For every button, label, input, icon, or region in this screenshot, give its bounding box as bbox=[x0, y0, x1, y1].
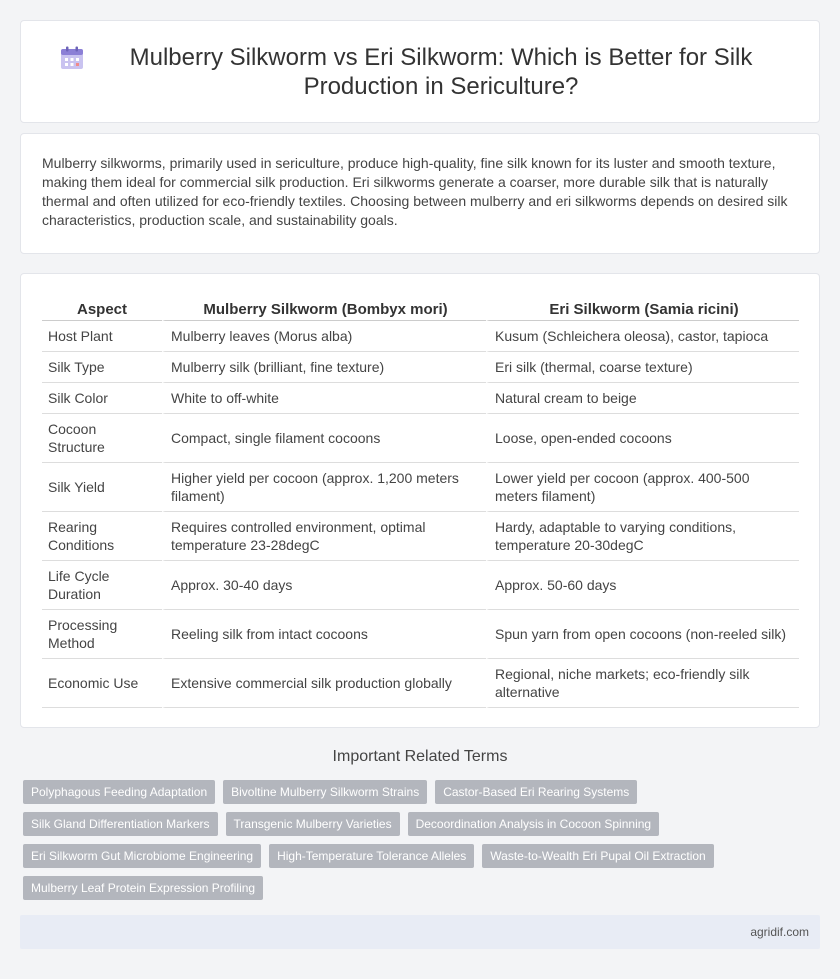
mulberry-cell: Compact, single filament cocoons bbox=[162, 414, 486, 463]
table-row bbox=[42, 659, 799, 708]
footer-site-link[interactable]: agridif.com bbox=[750, 925, 809, 939]
aspect-cell: Life Cycle Duration bbox=[42, 561, 162, 610]
aspect-cell: Silk Type bbox=[42, 352, 162, 383]
mulberry-cell: Requires controlled environment, optimal temperature 23-28degC bbox=[162, 512, 486, 561]
table-row bbox=[42, 414, 799, 463]
eri-cell: Eri silk (thermal, coarse texture) bbox=[486, 352, 799, 383]
term-tag[interactable]: Bivoltine Mulberry Silkworm Strains bbox=[223, 780, 427, 804]
related-terms-heading: Important Related Terms bbox=[332, 748, 508, 765]
table-row bbox=[42, 321, 799, 352]
aspect-cell: Cocoon Structure bbox=[42, 414, 162, 463]
header-mulberry: Mulberry Silkworm (Bombyx mori) bbox=[162, 294, 486, 321]
term-tag[interactable]: High-Temperature Tolerance Alleles bbox=[269, 844, 474, 868]
term-tag[interactable]: Eri Silkworm Gut Microbiome Engineering bbox=[23, 844, 261, 868]
calendar-icon bbox=[59, 45, 85, 71]
mulberry-cell: Reeling silk from intact cocoons bbox=[162, 610, 486, 659]
eri-cell: Spun yarn from open cocoons (non-reeled silk) bbox=[486, 610, 799, 659]
term-tag[interactable]: Waste-to-Wealth Eri Pupal Oil Extraction bbox=[482, 844, 713, 868]
eri-cell: Lower yield per cocoon (approx. 400-500 meters filament) bbox=[486, 463, 799, 512]
mulberry-cell: Higher yield per cocoon (approx. 1,200 meters filament) bbox=[162, 463, 486, 512]
table-row bbox=[42, 352, 799, 383]
aspect-cell: Silk Yield bbox=[42, 463, 162, 512]
mulberry-cell: Mulberry leaves (Morus alba) bbox=[162, 321, 486, 352]
term-tag[interactable]: Silk Gland Differentiation Markers bbox=[23, 812, 218, 836]
eri-cell: Regional, niche markets; eco-friendly silk alternative bbox=[486, 659, 799, 708]
term-tag[interactable]: Castor-Based Eri Rearing Systems bbox=[435, 780, 637, 804]
table-row bbox=[42, 610, 799, 659]
table-row bbox=[42, 561, 799, 610]
term-tag[interactable]: Polyphagous Feeding Adaptation bbox=[23, 780, 215, 804]
eri-cell: Kusum (Schleichera oleosa), castor, tapioca bbox=[486, 321, 799, 352]
intro-paragraph: Mulberry silkworms, primarily used in sericulture, produce high-quality, fine silk known for its luster and smooth texture, making them ideal for commercial silk production. Eri silkworms generate a coarser, more durable silk that is naturally thermal and often utilized for eco-friendly textiles. Choosing between mulberry and eri silkworms depends on desired silk characteristics, production scale, and sustainability goals. bbox=[42, 155, 788, 228]
mulberry-cell: Approx. 30-40 days bbox=[162, 561, 486, 610]
aspect-cell: Rearing Conditions bbox=[42, 512, 162, 561]
aspect-cell: Economic Use bbox=[42, 659, 162, 708]
table-row bbox=[42, 512, 799, 561]
title-card bbox=[20, 20, 820, 123]
aspect-cell: Processing Method bbox=[42, 610, 162, 659]
term-tag[interactable]: Transgenic Mulberry Varieties bbox=[226, 812, 400, 836]
mulberry-cell: Mulberry silk (brilliant, fine texture) bbox=[162, 352, 486, 383]
table-row bbox=[42, 463, 799, 512]
term-tag[interactable]: Mulberry Leaf Protein Expression Profiling bbox=[23, 876, 263, 900]
mulberry-cell: Extensive commercial silk production globally bbox=[162, 659, 486, 708]
table-row bbox=[42, 383, 799, 414]
header-aspect: Aspect bbox=[42, 294, 162, 321]
aspect-cell: Host Plant bbox=[42, 321, 162, 352]
aspect-cell: Silk Color bbox=[42, 383, 162, 414]
eri-cell: Hardy, adaptable to varying conditions, temperature 20-30degC bbox=[486, 512, 799, 561]
mulberry-cell: White to off-white bbox=[162, 383, 486, 414]
page-title: Mulberry Silkworm vs Eri Silkworm: Which is Better for Silk Production in Sericulture? bbox=[129, 43, 753, 100]
eri-cell: Natural cream to beige bbox=[486, 383, 799, 414]
footer bbox=[20, 915, 820, 949]
table-header-row bbox=[42, 294, 799, 321]
eri-cell: Loose, open-ended cocoons bbox=[486, 414, 799, 463]
intro-card bbox=[20, 133, 820, 254]
related-terms-list bbox=[23, 780, 813, 908]
comparison-table bbox=[42, 294, 799, 708]
term-tag[interactable]: Decoordination Analysis in Cocoon Spinning bbox=[408, 812, 659, 836]
header-eri: Eri Silkworm (Samia ricini) bbox=[486, 294, 799, 321]
comparison-card bbox=[20, 273, 820, 728]
eri-cell: Approx. 50-60 days bbox=[486, 561, 799, 610]
